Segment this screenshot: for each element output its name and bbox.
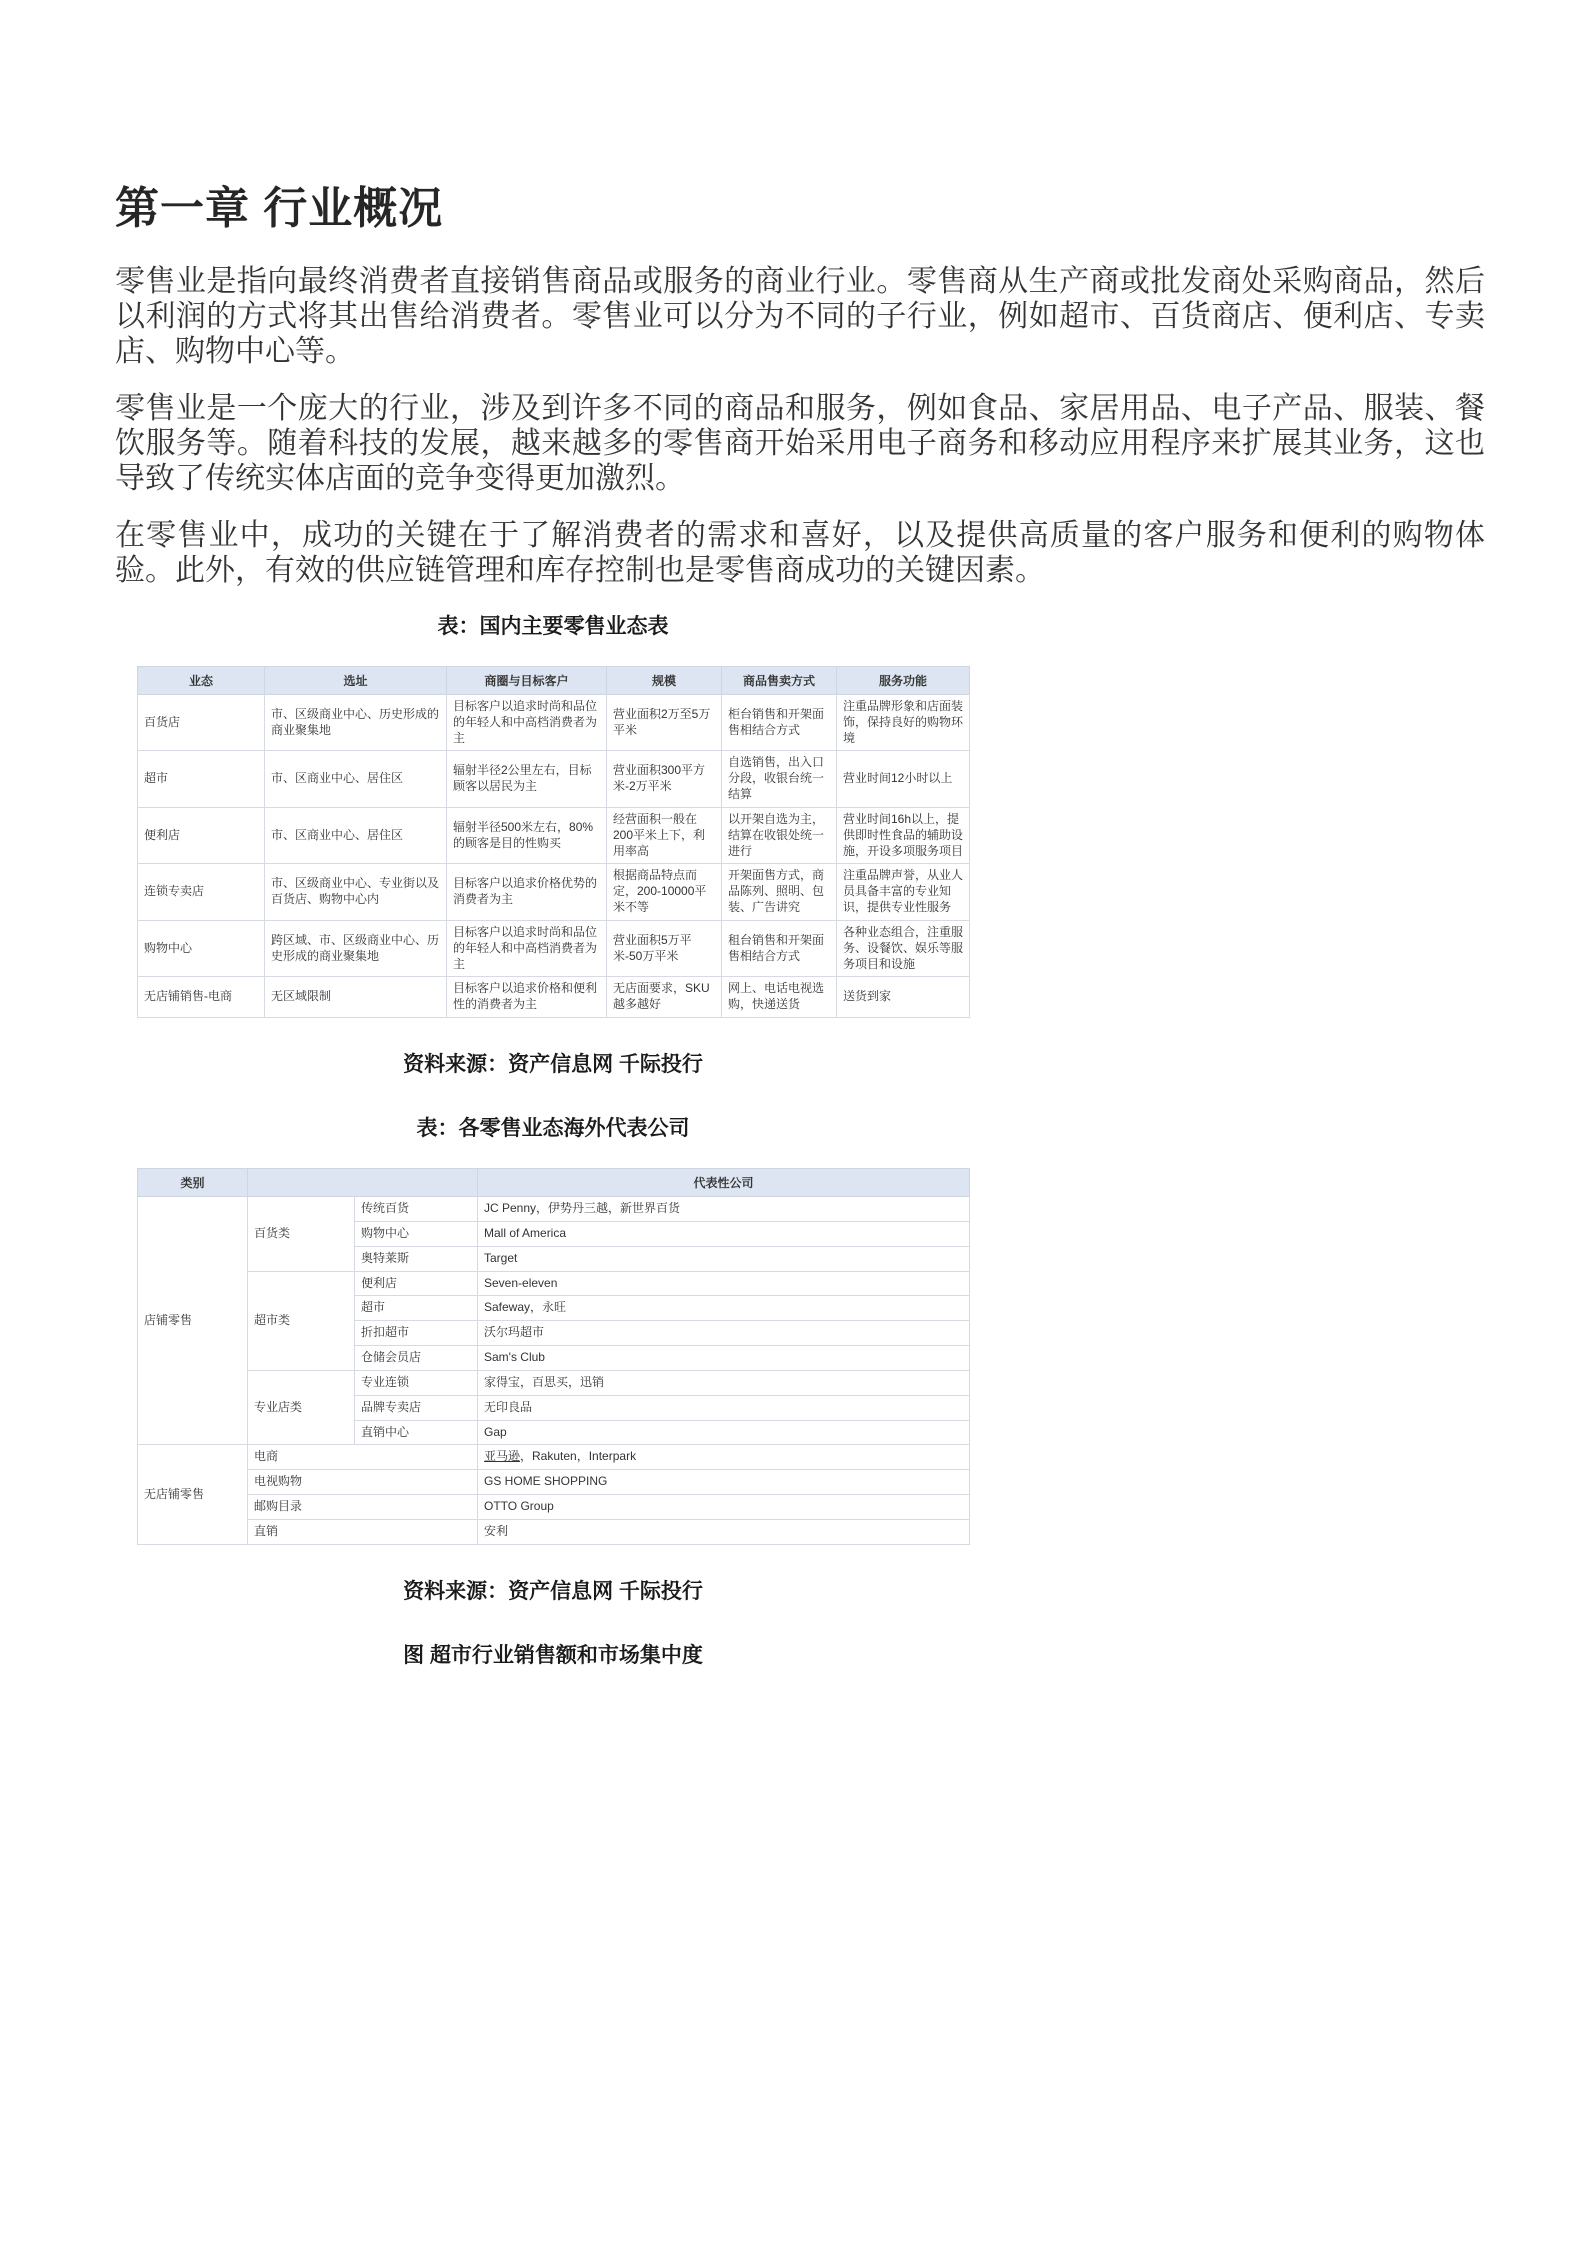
company-cell: Seven-eleven [478,1271,970,1296]
table-cell: 送货到家 [837,977,970,1018]
tables-section [137,610,969,1669]
table-cell: 市、区级商业中心、历史形成的商业聚集地 [265,695,447,751]
table-cell: 跨区域、市、区级商业中心、历史形成的商业聚集地 [265,920,447,976]
company-cell [478,1445,970,1470]
table-cell: 自选销售，出入口分段，收银台统一结算 [722,751,837,807]
table1-caption: 表：国内主要零售业态表 [437,615,669,638]
table-cell: 目标客户以追求时尚和品位的年轻人和中高档消费者为主 [447,695,607,751]
table-row [138,751,970,807]
table-cell: 连锁专卖店 [138,864,265,920]
table-row [138,1470,970,1495]
table-row [138,695,970,751]
table-row [138,1519,970,1544]
table-cell: 目标客户以追求时尚和品位的年轻人和中高档消费者为主 [447,920,607,976]
domestic-retail-table [137,666,970,1018]
amazon-link[interactable]: 亚马逊 [484,1449,521,1464]
table-cell: 百货店 [138,695,265,751]
table-header-cell: 选址 [265,667,447,695]
body-paragraph-2: 零售业是一个庞大的行业，涉及到许多不同的商品和服务，例如食品、家居用品、电子产品、服装、餐饮服务等。随着科技的发展，越来越多的零售商开始采用电子商务和移动应用程序来扩展其业务，这也导致了传统实体店面的竞争变得更加激烈。 [115,392,1485,495]
format-cell: 仓储会员店 [355,1346,478,1371]
company-cell: Target [478,1246,970,1271]
category-cell: 店铺零售 [138,1197,248,1445]
table-cell: 开架面售方式，商品陈列、照明、包装、广告讲究 [722,864,837,920]
company-rest-text: ，Rakuten，Interpark [520,1449,637,1464]
table-cell: 便利店 [138,807,265,863]
table-cell: 营业面积300平方米-2万平米 [607,751,722,807]
company-cell: Gap [478,1420,970,1445]
table-header-cell: 类别 [138,1169,248,1197]
table-cell: 注重品牌形象和店面装饰，保持良好的购物环境 [837,695,970,751]
table-row [138,977,970,1018]
format-cell: 超市 [355,1296,478,1321]
table-header-cell-empty [248,1169,478,1197]
table-cell: 辐射半径2公里左右，目标顾客以居民为主 [447,751,607,807]
format-cell: 电视购物 [248,1470,478,1495]
table-header-cell: 代表性公司 [478,1169,970,1197]
format-cell: 便利店 [355,1271,478,1296]
overseas-companies-table [137,1168,970,1545]
table-cell: 柜台销售和开架面售相结合方式 [722,695,837,751]
table-header-cell: 规模 [607,667,722,695]
table-cell: 目标客户以追求价格优势的消费者为主 [447,864,607,920]
format-cell: 直销 [248,1519,478,1544]
company-cell: 无印良品 [478,1395,970,1420]
table-cell: 营业面积5万平米-50万平米 [607,920,722,976]
table-cell: 根据商品特点而定，200-10000平米不等 [607,864,722,920]
format-cell: 奥特莱斯 [355,1246,478,1271]
company-cell: Sam's Club [478,1346,970,1371]
company-cell: Mall of America [478,1221,970,1246]
body-paragraph-3: 在零售业中，成功的关键在于了解消费者的需求和喜好，以及提供高质量的客户服务和便利的购物体验。此外，有效的供应链管理和库存控制也是零售商成功的关键因素。 [115,519,1485,587]
table-cell: 租台销售和开架面售相结合方式 [722,920,837,976]
table-row [138,1445,970,1470]
format-cell: 邮购目录 [248,1495,478,1520]
source-note-1: 资料来源：资产信息网 千际投行 [403,1053,703,1077]
table-cell: 无区域限制 [265,977,447,1018]
subcategory-cell: 专业店类 [248,1370,355,1444]
chapter-title: 第一章 行业概况 [115,184,444,233]
table-header-cell: 业态 [138,667,265,695]
table-row [138,1197,970,1222]
table-row [138,920,970,976]
company-cell: 家得宝，百思买，迅销 [478,1370,970,1395]
table-row [138,1495,970,1520]
format-cell: 电商 [248,1445,478,1470]
table-cell: 网上、电话电视选购，快递送货 [722,977,837,1018]
table-cell: 营业面积2万至5万平米 [607,695,722,751]
format-cell: 购物中心 [355,1221,478,1246]
table-row [138,807,970,863]
table-header-row [138,1169,970,1197]
table-row [138,1271,970,1296]
table-cell: 以开架自选为主，结算在收银处统一进行 [722,807,837,863]
company-cell: 安利 [478,1519,970,1544]
format-cell: 品牌专卖店 [355,1395,478,1420]
format-cell: 直销中心 [355,1420,478,1445]
table-cell: 无店铺销售-电商 [138,977,265,1018]
table-cell: 注重品牌声誉，从业人员具备丰富的专业知识，提供专业性服务 [837,864,970,920]
table-cell: 营业时间12小时以上 [837,751,970,807]
subcategory-cell: 百货类 [248,1197,355,1271]
format-cell: 传统百货 [355,1197,478,1222]
table-row [138,864,970,920]
company-cell: GS HOME SHOPPING [478,1470,970,1495]
table2-caption: 表：各零售业态海外代表公司 [416,1117,690,1141]
body-paragraph-1: 零售业是指向最终消费者直接销售商品或服务的商业行业。零售商从生产商或批发商处采购商品，然后以利润的方式将其出售给消费者。零售业可以分为不同的子行业，例如超市、百货商店、便利店、专卖店、购物中心等。 [115,265,1485,368]
source-note-2: 资料来源：资产信息网 千际投行 [403,1579,703,1603]
company-cell: Safeway，永旺 [478,1296,970,1321]
table-header-cell: 服务功能 [837,667,970,695]
table-row [138,1370,970,1395]
table-header-cell: 商圈与目标客户 [447,667,607,695]
subcategory-cell: 超市类 [248,1271,355,1370]
company-cell: 沃尔玛超市 [478,1321,970,1346]
table-cell: 无店面要求，SKU越多越好 [607,977,722,1018]
table-cell: 市、区商业中心、居住区 [265,807,447,863]
table-cell: 超市 [138,751,265,807]
table-header-row [138,667,970,695]
table-cell: 购物中心 [138,920,265,976]
table-cell: 市、区级商业中心、专业街以及百货店、购物中心内 [265,864,447,920]
table-cell: 市、区商业中心、居住区 [265,751,447,807]
company-cell: JC Penny，伊势丹三越，新世界百货 [478,1197,970,1222]
table-cell: 各种业态组合，注重服务、设餐饮、娱乐等服务项目和设施 [837,920,970,976]
format-cell: 专业连锁 [355,1370,478,1395]
table-cell: 营业时间16h以上，提供即时性食品的辅助设施，开设多项服务项目 [837,807,970,863]
table-header-cell: 商品售卖方式 [722,667,837,695]
figure-caption: 图 超市行业销售额和市场集中度 [403,1643,703,1667]
table-cell: 目标客户以追求价格和便利性的消费者为主 [447,977,607,1018]
table-cell: 经营面积一般在200平米上下，利用率高 [607,807,722,863]
format-cell: 折扣超市 [355,1321,478,1346]
table-cell: 辐射半径500米左右，80%的顾客是目的性购买 [447,807,607,863]
category-cell: 无店铺零售 [138,1445,248,1544]
company-cell: OTTO Group [478,1495,970,1520]
